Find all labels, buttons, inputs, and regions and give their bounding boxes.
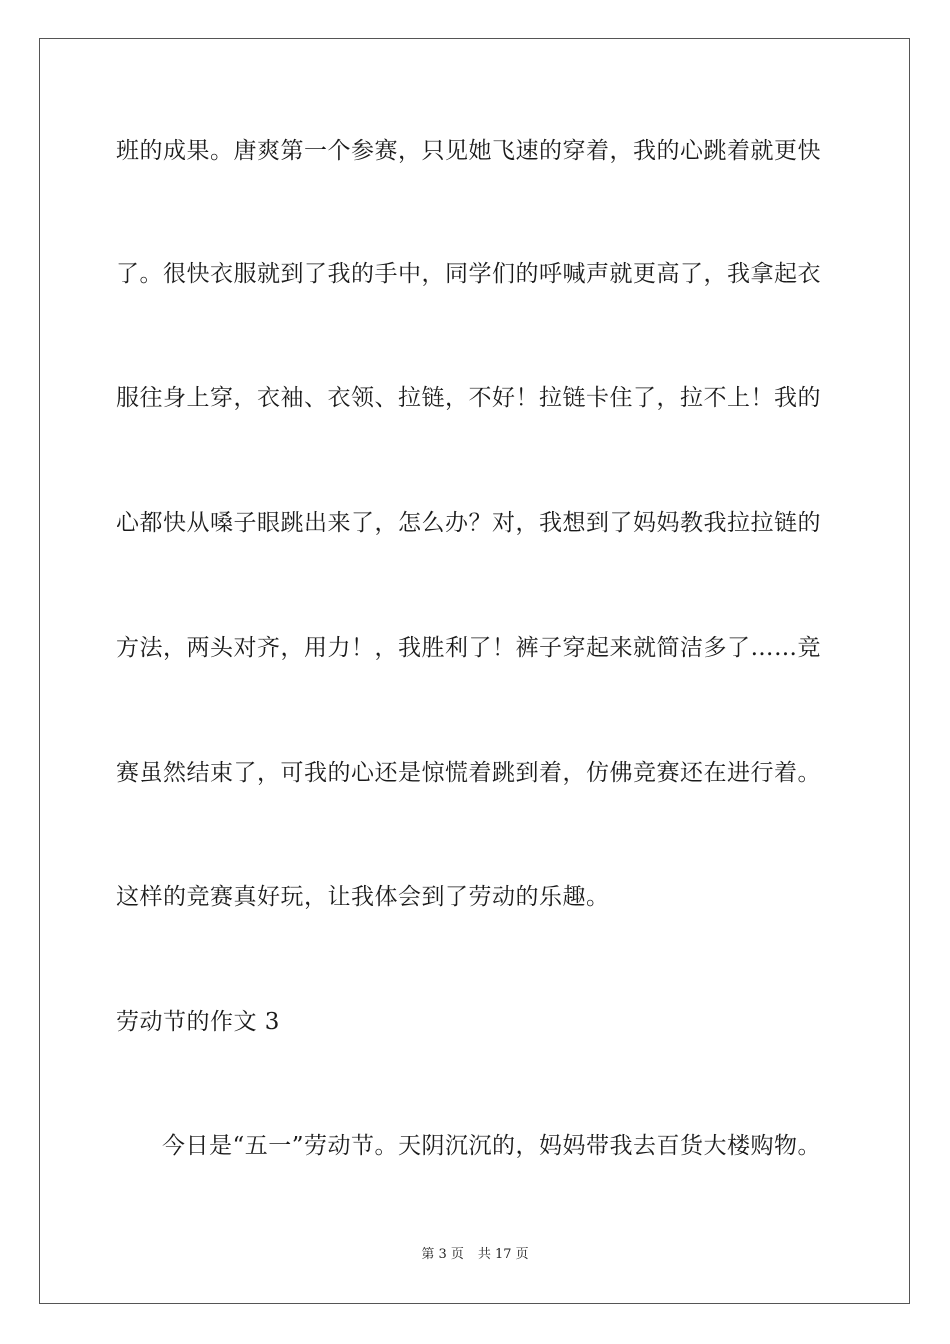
body-text-line: 心都快从嗓子眼跳出来了，怎么办？对，我想到了妈妈教我拉拉链的 bbox=[116, 510, 821, 536]
body-text-line: 这样的竞赛真好玩，让我体会到了劳动的乐趣。 bbox=[116, 884, 610, 910]
body-text-line: 了。很快衣服就到了我的手中，同学们的呼喊声就更高了，我拿起衣 bbox=[116, 261, 821, 287]
page-total: 共 17 页 bbox=[477, 1247, 529, 1262]
page-footer bbox=[0, 1246, 950, 1264]
paragraph-first-line: 今日是“五一”劳动节。天阴沉沉的，妈妈带我去百货大楼购物。 bbox=[162, 1133, 822, 1159]
body-text-line: 方法，两头对齐，用力！，我胜利了！裤子穿起来就简洁多了……竞 bbox=[116, 635, 821, 661]
body-text-line: 班的成果。唐爽第一个参赛，只见她飞速的穿着，我的心跳着就更快 bbox=[116, 138, 821, 164]
section-heading: 劳动节的作文 3 bbox=[116, 1009, 280, 1035]
page-number: 第 3 页 bbox=[421, 1247, 464, 1262]
page-border bbox=[39, 38, 910, 1304]
body-text-line: 赛虽然结束了，可我的心还是惊慌着跳到着，仿佛竞赛还在进行着。 bbox=[116, 760, 821, 786]
body-text-line: 服往身上穿，衣袖、衣领、拉链，不好！拉链卡住了，拉不上！我的 bbox=[116, 385, 821, 411]
